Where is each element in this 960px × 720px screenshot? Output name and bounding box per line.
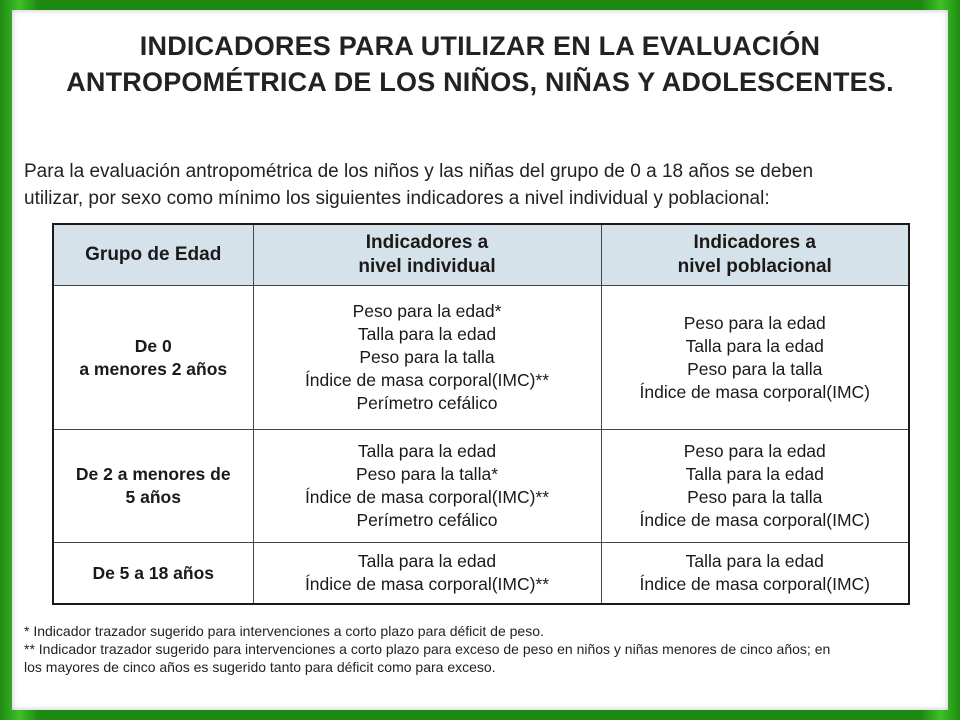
table-row — [53, 430, 909, 543]
indicator-item: Peso para la talla — [359, 347, 495, 367]
indicator-item: Talla para la edad — [357, 324, 497, 344]
indicator-item: Peso para la talla — [687, 487, 823, 507]
population-indicators-cell — [601, 430, 909, 543]
slide-sheet — [12, 10, 948, 710]
footnote-2-line-2: los mayores de cinco años es sugerido tanto para déficit como para exceso. — [24, 659, 496, 675]
footnotes — [24, 622, 939, 676]
header-individual — [253, 224, 601, 286]
indicator-item: Índice de masa corporal(IMC)** — [304, 370, 550, 390]
indicator-item: Peso para la talla — [687, 358, 823, 379]
indicator-item: Peso para la talla* — [355, 464, 499, 484]
age-group-cell — [53, 430, 253, 543]
individual-indicators-cell — [253, 543, 601, 605]
indicator-item: Perímetro cefálico — [356, 510, 498, 530]
individual-indicators-cell — [253, 430, 601, 543]
indicator-item: Índice de masa corporal(IMC)** — [304, 487, 550, 507]
population-indicators-cell — [601, 543, 909, 605]
population-indicators-cell — [601, 286, 909, 430]
individual-indicators-cell — [253, 286, 601, 430]
age-group-line-2: a menores 2 años — [79, 358, 228, 379]
intro-line-2: utilizar, por sexo como mínimo los siguientes indicadores a nivel individual y poblacional: — [24, 188, 770, 209]
indicators-table — [52, 223, 910, 605]
table-header-row — [53, 224, 909, 286]
indicator-item: Índice de masa corporal(IMC)** — [304, 574, 550, 594]
page-title — [12, 28, 948, 100]
age-group-line-2: 5 años — [125, 487, 181, 507]
age-group-line-1: De 0 — [134, 335, 172, 356]
age-group-line-1: De 2 a menores de — [75, 464, 231, 484]
header-population — [601, 224, 909, 286]
table-row — [53, 286, 909, 430]
title-line-1: INDICADORES PARA UTILIZAR EN LA EVALUACIÓN — [139, 31, 821, 61]
age-group-cell — [53, 543, 253, 605]
indicator-item: Índice de masa corporal(IMC) — [639, 574, 870, 594]
header-age-group — [53, 224, 253, 286]
indicator-item: Perímetro cefálico — [356, 393, 498, 413]
indicator-item: Peso para la edad* — [352, 301, 502, 321]
header-age-label: Grupo de Edad — [85, 244, 222, 265]
indicator-item: Talla para la edad — [685, 464, 824, 484]
header-individual-line-2: nivel individual — [358, 256, 496, 277]
indicator-item: Índice de masa corporal(IMC) — [639, 510, 870, 530]
intro-paragraph — [24, 158, 934, 212]
indicator-item: Peso para la edad — [683, 441, 826, 461]
title-line-2: ANTROPOMÉTRICA DE LOS NIÑOS, NIÑAS Y ADOLESCENTES. — [66, 67, 894, 97]
footnote-1: * Indicador trazador sugerido para intervenciones a corto plazo para déficit de peso. — [24, 623, 544, 639]
header-population-line-1: Indicadores a — [693, 232, 816, 253]
age-group-line-1: De 5 a 18 años — [92, 562, 215, 583]
indicator-item: Talla para la edad — [357, 441, 497, 461]
age-group-cell — [53, 286, 253, 430]
footnote-2-line-1: ** Indicador trazador sugerido para intervenciones a corto plazo para exceso de peso en niños y niñas menores de cinco años; en — [24, 641, 831, 657]
indicator-item: Índice de masa corporal(IMC) — [639, 381, 870, 402]
indicator-item: Talla para la edad — [685, 335, 824, 356]
table-row — [53, 543, 909, 605]
indicator-item: Peso para la edad — [683, 312, 826, 333]
indicator-item: Talla para la edad — [357, 551, 497, 571]
header-population-line-2: nivel poblacional — [677, 256, 832, 277]
intro-line-1: Para la evaluación antropométrica de los niños y las niñas del grupo de 0 a 18 años se deben — [24, 161, 814, 182]
header-individual-line-1: Indicadores a — [365, 232, 489, 253]
indicator-item: Talla para la edad — [685, 551, 824, 571]
